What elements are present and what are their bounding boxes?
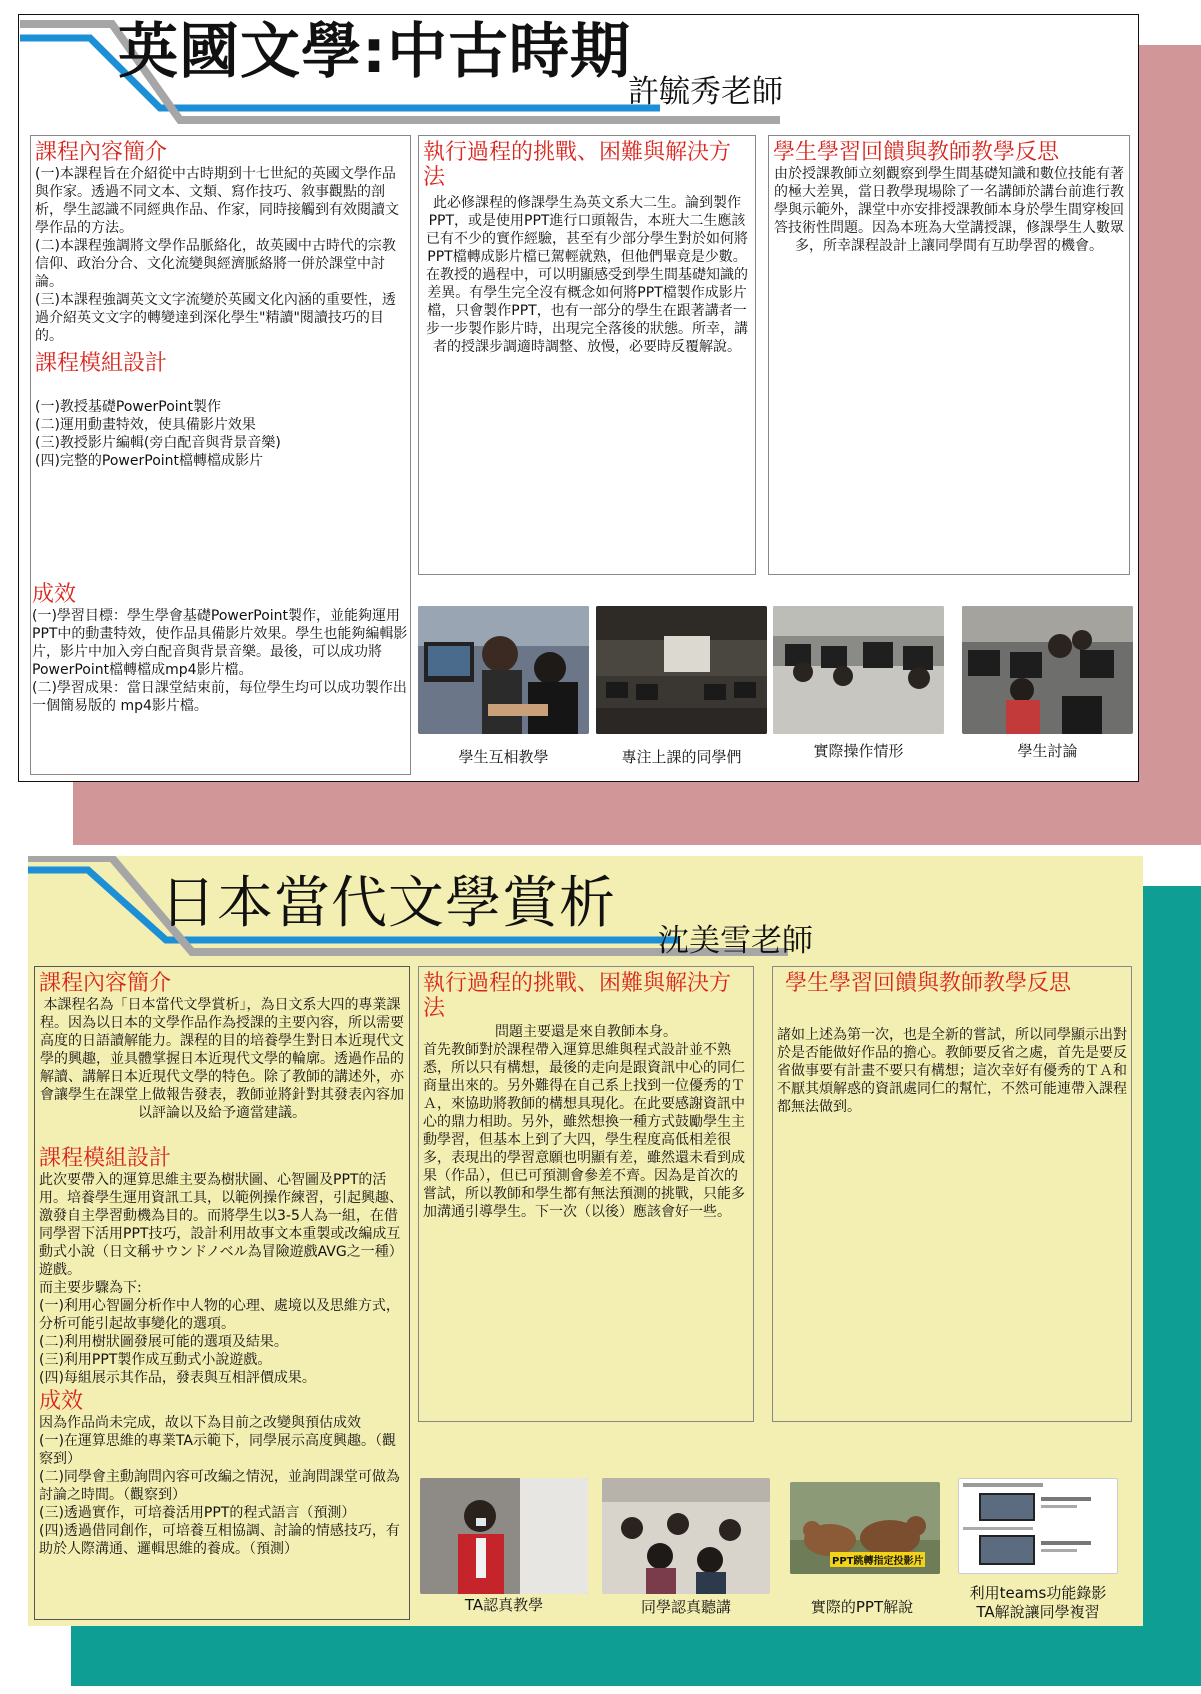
poster1-teacher: 許毓秀老師 [628,74,783,110]
poster1-challenge-text: 此必修課程的修課學生為英文系大二生。論到製作PPT，或是使用PPT進行口頭報告，本班大二生應該已有不少的實作經驗，甚至有少部分學生對於如何將PPT檔轉成影片檔已駕輕就熟，但他們畢竟是少數。在教授的過程中，可以明顯感受到學生間基礎知識的差異。有學生完全沒有概念如何將PPT檔製作成影片檔，只會製作PPT，也有一部分的學生在跟著講者一步一步製作影片時，出現完全落後的狀態。所幸，講者的授課步調適時調整、放慢，必要時反覆解說。 [426,195,748,355]
poster1-photo-hands-on [773,606,944,734]
poster2-col2-box [418,966,754,1422]
poster2-challenge-lead: 問題主要還是來自教師本身。 [495,1024,677,1040]
poster2-photo-ppt-slide [790,1482,940,1574]
poster1-feedback-heading: 學生學習回饋與教師教學反思 [773,140,1060,165]
poster1-caption-4: 學生討論 [1017,742,1078,760]
poster2-course-intro-text: 本課程名為「日本當代文學賞析」，為日文系大四的專業課程。因為以日本的文學作品作為授課的主要內容，所以需要高度的日語讀解能力。課程的目的培養學生對日本近現代文學的興趣，並具體掌握日本近現代文學的輪廓。透過作品的解讀、講解日本近現代文學的特色。除了教師的講述外，亦會讓學生在課堂上做報告發表，教師並將針對其發表內容加以評論以及給予適當建議。 [40,997,404,1121]
poster2-challenge-heading: 執行過程的挑戰、困難與解決方法 [423,971,732,1021]
poster1-caption-1: 學生互相教學 [458,748,549,766]
poster2-course-intro-heading: 課程內容簡介 [39,971,172,996]
poster1-col2-box [418,135,756,575]
poster2-photo-students-listening [602,1478,770,1594]
poster1-course-intro-text: (一)本課程旨在介紹從中古時期到十七世紀的英國文學作品與作家。透過不同文本、文類、寫作技巧、敘事觀點的剖析，學生認識不同經典作品、作家，同時接觸到有效閱讀文學作品的方法。 (二)本課程強調將文學作品脈絡化，故英國中古時代的宗教信仰、政治分合、文化流變與經濟脈絡將一併於課堂中討論。 (三)本課程強調英文文字流變於英國文化內涵的重要性，透過介紹英文文字的轉變達到深化學生"精讀"閱讀技巧的目的。 [35,166,399,344]
poster2-photo-teams-recording [958,1478,1118,1574]
poster1-outcome-heading: 成效 [32,582,77,607]
poster2-module-text: 此次要帶入的運算思維主要為樹狀圖、心智圖及PPT的活用。培養學生運用資訊工具，以範例操作練習，引起興趣、激發自主學習動機為目的。而將學生以3-5人為一組，在借同學習下活用PPT技巧，設計利用故事文本重製或改編成互動式小說（日文稱サウンドノベル為冒險遊戲AVG之一種）遊戲。 而主要步驟為下: (一)利用心智圖分析作中人物的心理、處境以及思維方式，分析可能引起故事變化的選項。 (二)利用樹狀圖發展可能的選項及結果。 (三)利用PPT製作成互動式小說遊戲。 (四)每組展示其作品，發表與互相評價成果。 [39,1172,403,1386]
poster2-col3-box [772,966,1132,1422]
poster2-photo-ppt-label: PPT跳轉指定投影片 [830,1552,925,1567]
poster1-outcome-text: (一)學習目標：學生學會基礎PowerPoint製作，並能夠運用PPT中的動畫特效，使作品具備影片效果。學生也能夠編輯影片，影片中加入旁白配音與背景音樂。最後，可以成功將PowerPoint檔轉檔成mp4影片檔。 (二)學習成果：當日課堂結束前，每位學生均可以成功製作出一個簡易版的 mp4影片檔。 [32,608,408,714]
poster1-photo-peer-teaching [418,606,589,734]
poster2-photo-ta-teaching [420,1478,588,1594]
poster2-outcome-text: 因為作品尚未完成，故以下為目前之改變與預估成效 (一)在運算思維的專業TA示範下，同學展示高度興趣。（觀察到） (二)同學會主動詢問內容可改編之情況，並詢問課堂可做為討論之時間。（觀察到） (三)透過實作，可培養活用PPT的程式語言（預測） (四)透過借同創作，可培養互相協調、討論的情感技巧，有助於人際溝通、邏輯思維的養成。（預測） [39,1415,400,1557]
poster2-outcome-heading: 成效 [39,1389,84,1414]
poster1-photo-focused-class [596,606,767,734]
poster2-caption-3: 實際的PPT解說 [810,1598,914,1616]
poster1-course-intro-heading: 課程內容簡介 [35,140,168,165]
poster2-col1-box [34,966,410,1620]
poster1-outcome-box [28,578,413,774]
poster1-module-heading: 課程模組設計 [35,351,168,376]
poster1-col3-box [768,135,1130,575]
poster1-caption-2: 專注上課的同學們 [621,748,742,766]
poster2-caption-1: TA認真教學 [464,1596,544,1614]
poster2-caption-2: 同學認真聽講 [640,1598,731,1616]
poster1-module-text: (一)教授基礎PowerPoint製作 (二)運用動畫特效，使具備影片效果 (三)教授影片編輯(旁白配音與背景音樂) (四)完整的PowerPoint檔轉檔成影片 [35,399,281,469]
poster1-photo-discussion [962,606,1133,734]
poster1-challenge-heading: 執行過程的挑戰、困難與解決方法 [423,140,732,190]
poster2-title: 日本當代文學賞析 [160,871,616,936]
poster2-caption-4: 利用teams功能錄影 TA解說讓同學複習 [969,1584,1107,1621]
poster2-teacher: 沈美雪老師 [658,923,813,959]
poster1-caption-3: 實際操作情形 [813,742,904,760]
poster2-module-heading: 課程模組設計 [39,1146,172,1171]
poster1-feedback-text: 由於授課教師立刻觀察到學生間基礎知識和數位技能有著的極大差異，當日教學現場除了一名講師於講台前進行教學與示範外，課堂中亦安排授課教師本身於學生間穿梭回答技術性問題。因為本班為大堂講授課，修課學生人數眾多，所幸課程設計上讓同學間有互助學習的機會。 [774,166,1124,254]
poster1-title: 英國文學:中古時期 [118,17,631,87]
poster2-feedback-heading: 學生學習回饋與教師教學反思 [785,971,1072,996]
poster2-feedback-text: 諸如上述為第一次，也是全新的嘗試，所以同學顯示出對於是否能做好作品的擔心。教師要反省之處，首先是要反省做事要有計畫不要只有構想；這次幸好有優秀的ＴＡ和不厭其煩解惑的資訊處同仁的幫忙，不然可能連帶入課程都無法做到。 [777,1027,1127,1115]
poster2-challenge-text: 首先教師對於課程帶入運算思維與程式設計並不熟悉，所以只有構想，最後的走向是跟資訊中心的同仁商量出來的。另外難得在自己系上找到一位優秀的ＴＡ，來協助將教師的構想具現化。在此要感謝資訊中心的鼎力相助。另外，雖然想換一種方式鼓勵學生主動學習，但基本上到了大四，學生程度高低相差很多，表現出的學習意願也明顯有差，雖然還未看到成果（作品），但已可預測會參差不齊。因為是首次的嘗試，所以教師和學生都有無法預測的挑戰，只能多加溝通引導學生。下一次（以後）應該會好一些。 [423,1042,745,1220]
